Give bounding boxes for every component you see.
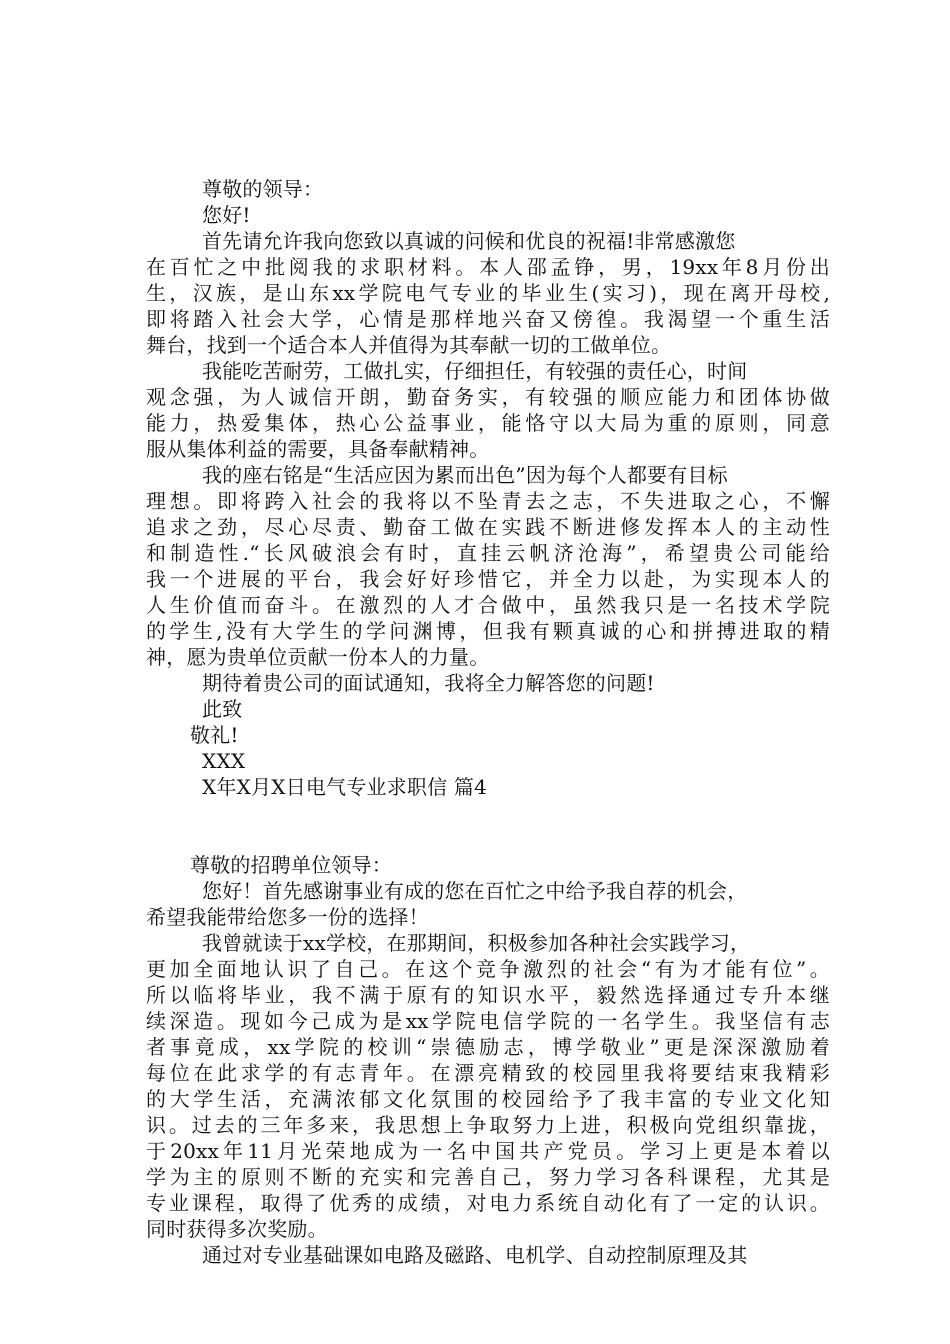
paragraph-line: 识。过去的三年多来，我思想上争取努力上进，积极向党组织靠拢，	[146, 1113, 830, 1137]
paragraph-line: 更加全面地认识了自己。在这个竞争激烈的社会“有为才能有位”。	[146, 957, 830, 981]
paragraph-line: 您好！首先感谢事业有成的您在百忙之中给予我自荐的机会，	[202, 879, 748, 903]
paragraph-line: 我一个进展的平台，我会好好珍惜它，并全力以赴，为实现本人的	[146, 567, 830, 591]
paragraph-line: 即将踏入社会大学，心情是那样地兴奋又傍徨。我渴望一个重生活	[146, 307, 830, 331]
greeting: 尊敬的领导：	[202, 177, 324, 201]
closing-line: 期待着贵公司的面试通知，我将全力解答您的问题!	[202, 671, 655, 695]
paragraph-line: 能力，热爱集体，热心公益事业，能恪守以大局为重的原则，同意	[146, 411, 830, 435]
paragraph-line: 神，愿为贵单位贡献一份本人的力量。	[146, 645, 490, 669]
salutation-regards: 敬礼!	[190, 723, 239, 747]
paragraph-line: 追求之劲，尽心尽责、勤奋工做在实践不断进修发挥本人的主动性	[146, 515, 830, 539]
paragraph-line: 生，汉族，是山东xx学院电气专业的毕业生(实习)，现在离开母校,	[146, 281, 830, 305]
hello-line: 您好!	[202, 203, 251, 227]
paragraph-line: 所以临将毕业，我不满于原有的知识水平，毅然选择通过专升本继	[146, 983, 830, 1007]
paragraph-line: 的学生,没有大学生的学问渊博，但我有颗真诚的心和拼搏进取的精	[146, 619, 830, 643]
paragraph-line: 我曾就读于xx学校，在那期间，积极参加各种社会实践学习，	[202, 931, 751, 955]
paragraph-line: 学为主的原则不断的充实和完善自己，努力学习各科课程，尤其是	[146, 1165, 830, 1189]
paragraph-line: 服从集体利益的需要，具备奉献精神。	[146, 437, 490, 461]
salutation: 此致	[202, 697, 243, 721]
paragraph-line: 观念强，为人诚信开朗，勤奋务实，有较强的顺应能力和团体协做	[146, 385, 830, 409]
paragraph-line: 的大学生活，充满浓郁文化氛围的校园给予了我丰富的专业文化知	[146, 1087, 830, 1111]
paragraph-line: 者事竟成，xx学院的校训“崇德励志，博学敬业”更是深深激励着	[146, 1035, 830, 1059]
paragraph-line: 在百忙之中批阅我的求职材料。本人邵孟铮，男，19xx年8月份出	[146, 255, 830, 279]
paragraph-line: 我的座右铭是“生活应因为累而出色”因为每个人都要有目标	[202, 463, 728, 487]
paragraph-line: 于20xx年11月光荣地成为一名中国共产党员。学习上更是本着以	[146, 1139, 830, 1163]
signature: XXX	[202, 749, 246, 773]
greeting: 尊敬的招聘单位领导：	[190, 853, 392, 877]
paragraph-line: 通过对专业基础课如电路及磁路、电机学、自动控制原理及其	[202, 1243, 748, 1267]
paragraph-line: 我能吃苦耐劳，工做扎实，仔细担任，有较强的责任心，时间	[202, 359, 748, 383]
paragraph-line: 续深造。现如今己成为是xx学院电信学院的一名学生。我坚信有志	[146, 1009, 830, 1033]
paragraph-line: 同时获得多次奖励。	[146, 1217, 328, 1241]
paragraph-line: 舞台，找到一个适合本人并值得为其奉献一切的工做单位。	[146, 333, 672, 357]
paragraph-line: 理想。即将跨入社会的我将以不坠青去之志，不失进取之心，不懈	[146, 489, 830, 513]
paragraph-line: 每位在此求学的有志青年。在漂亮精致的校园里我将要结束我精彩	[146, 1061, 830, 1085]
paragraph-line: 专业课程，取得了优秀的成绩，对电力系统自动化有了一定的认识。	[146, 1191, 830, 1215]
paragraph-line: 人生价值而奋斗。在激烈的人才合做中，虽然我只是一名技术学院	[146, 593, 830, 617]
paragraph-line: 首先请允许我向您致以真诚的问候和优良的祝福!非常感激您	[202, 229, 736, 253]
paragraph-line: 希望我能带给您多一份的选择！	[146, 905, 429, 929]
paragraph-line: 和制造性.“长风破浪会有时，直挂云帆济沧海”，希望贵公司能给	[146, 541, 830, 565]
section-title: X年X月X日电气专业求职信 篇4	[202, 775, 487, 799]
